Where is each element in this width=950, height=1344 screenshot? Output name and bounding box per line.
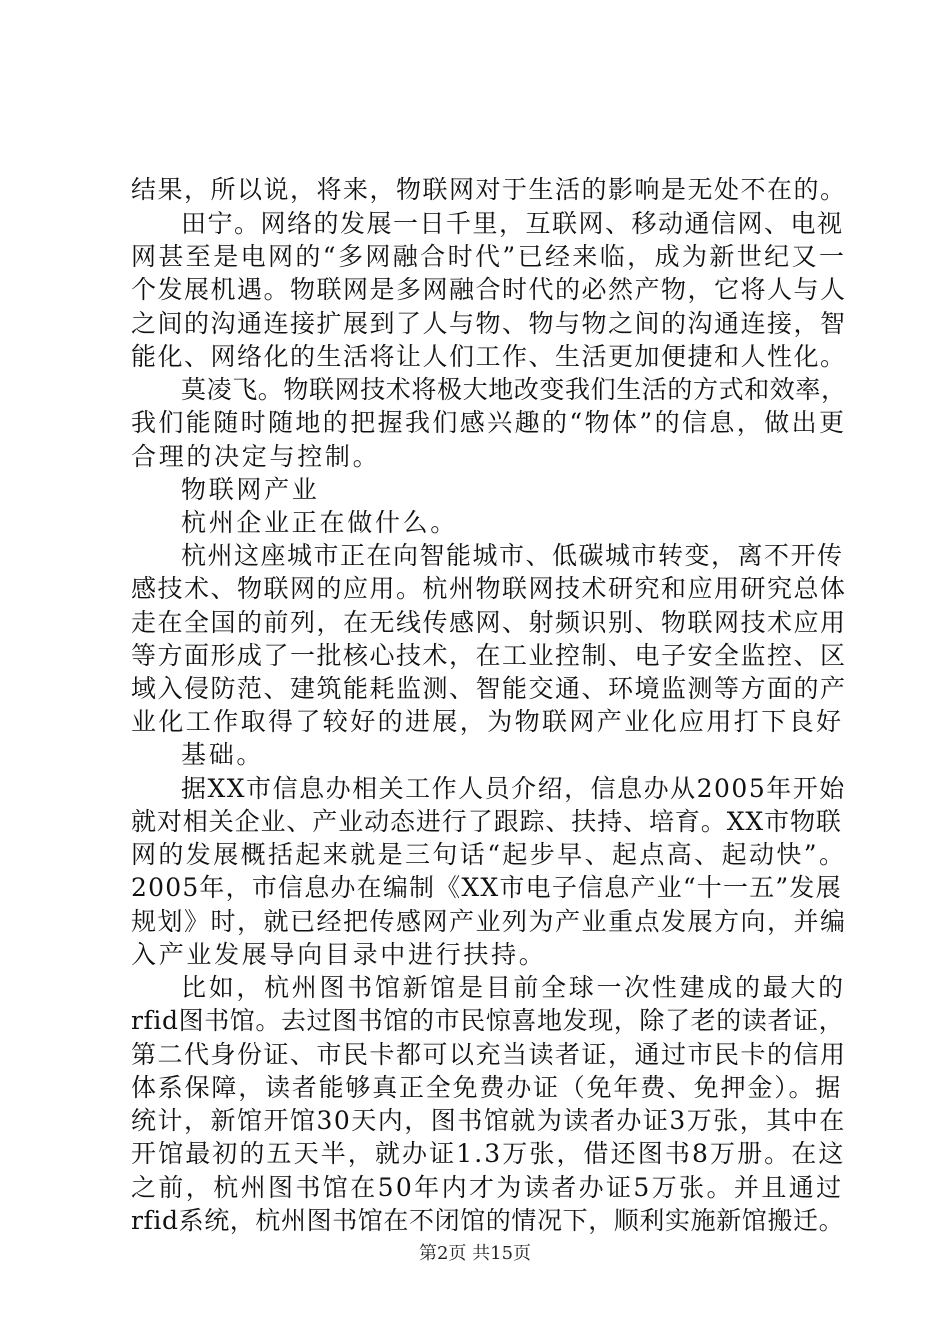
text-line: 个发展机遇。物联网是多网融合时代的必然产物，它将人与人 bbox=[131, 275, 847, 304]
text-line: 结果，所以说，将来，物联网对于生活的影响是无处不在的。 bbox=[131, 175, 847, 204]
text-line: rfid系统，杭州图书馆在不闭馆的情况下，顺利实施新馆搬迁。 bbox=[131, 1206, 845, 1235]
paragraph-start: 杭州这座城市正在向智能城市、低碳城市转变，离不开传 bbox=[181, 541, 844, 570]
text-line: 网甚至是电网的“多网融合时代”已经来临，成为新世纪又一 bbox=[131, 242, 847, 271]
text-line: 入产业发展导向目录中进行扶持。 bbox=[131, 940, 547, 969]
text-line: 统计，新馆开馆30天内，图书馆就为读者办证3万张，其中在 bbox=[131, 1106, 846, 1135]
text-line: 基础。 bbox=[181, 740, 265, 769]
text-line: 之间的沟通连接扩展到了人与物、物与物之间的沟通连接，智 bbox=[131, 309, 847, 338]
text-line: 合理的决定与控制。 bbox=[131, 442, 381, 471]
text-line: 第二代身份证、市民卡都可以充当读者证，通过市民卡的信用 bbox=[131, 1040, 847, 1069]
text-line: 开馆最初的五天半，就办证1.3万张，借还图书8万册。在这 bbox=[131, 1139, 846, 1168]
page-number-footer: 第2页 共15页 bbox=[418, 1243, 532, 1264]
text-line: 之前，杭州图书馆在50年内才为读者办证5万张。并且通过 bbox=[131, 1173, 844, 1202]
text-line: 走在全国的前列，在无线传感网、射频识别、物联网技术应用 bbox=[131, 608, 847, 637]
section-heading: 物联网产业 bbox=[181, 475, 320, 504]
text-line: 能化、网络化的生活将让人们工作、生活更加便捷和人性化。 bbox=[131, 342, 847, 371]
section-subheading: 杭州企业正在做什么。 bbox=[181, 508, 459, 537]
text-line: rfid图书馆。去过图书馆的市民惊喜地发现，除了老的读者证， bbox=[131, 1006, 845, 1035]
text-line: 就对相关企业、产业动态进行了跟踪、扶持、培育。XX市物联 bbox=[131, 807, 842, 836]
paragraph-start: 田宁。网络的发展一日千里，互联网、移动通信网、电视 bbox=[181, 209, 844, 238]
text-line: 域入侵防范、建筑能耗监测、智能交通、环境监测等方面的产 bbox=[131, 674, 847, 703]
text-line: 等方面形成了一批核心技术，在工业控制、电子安全监控、区 bbox=[131, 641, 847, 670]
text-line: 业化工作取得了较好的进展，为物联网产业化应用打下良好 bbox=[131, 707, 844, 736]
text-line: 网的发展概括起来就是三句话“起步早、起点高、起动快”。 bbox=[131, 840, 847, 869]
text-line: 感技术、物联网的应用。杭州物联网技术研究和应用研究总体 bbox=[131, 574, 847, 603]
paragraph-start: 据XX市信息办相关工作人员介绍，信息办从2005年开始 bbox=[181, 774, 846, 803]
paragraph-start: 比如，杭州图书馆新馆是目前全球一次性建成的最大的 bbox=[181, 973, 846, 1002]
text-line: 2005年，市信息办在编制《XX市电子信息产业“十一五”发展 bbox=[131, 873, 842, 902]
text-line: 我们能随时随地的把握我们感兴趣的“物体”的信息，做出更 bbox=[131, 408, 847, 437]
text-line: 体系保障，读者能够真正全免费办证（免年费、免押金）。据 bbox=[131, 1073, 843, 1102]
paragraph-start: 莫凌飞。物联网技术将极大地改变我们生活的方式和效率， bbox=[181, 375, 847, 404]
text-line: 规划》时，就已经把传感网产业列为产业重点发展方向，并编 bbox=[131, 907, 847, 936]
